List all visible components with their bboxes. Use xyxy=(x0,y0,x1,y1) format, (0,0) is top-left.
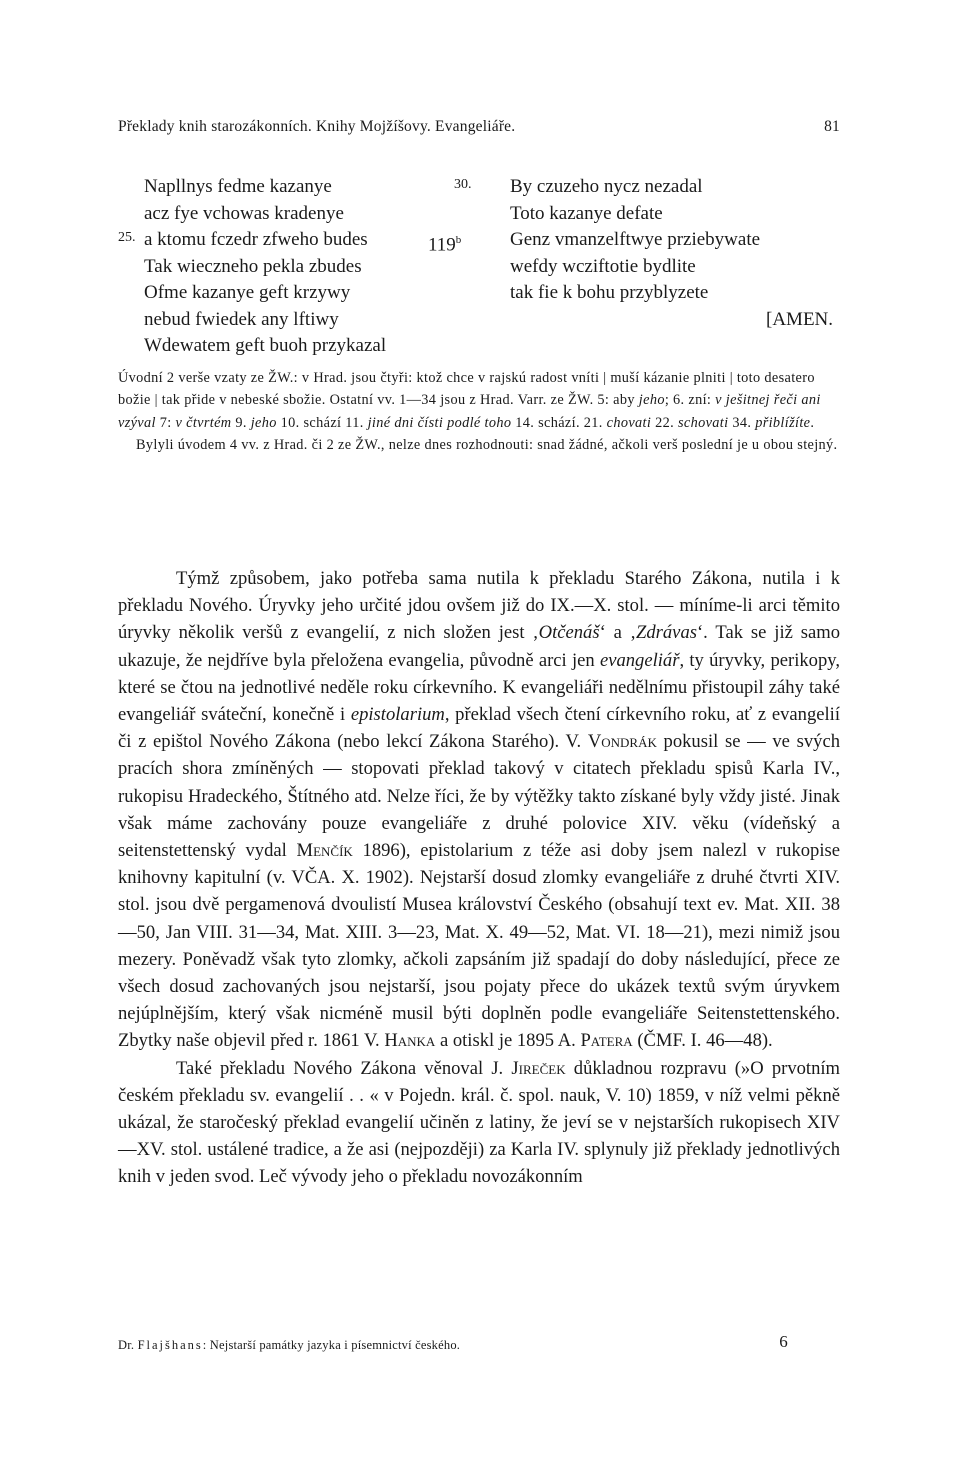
verse-text: wefdy wcziftotie bydlite xyxy=(510,255,696,277)
verse-text: nebud fwiedek any lftiwy xyxy=(144,308,339,330)
main-text xyxy=(118,565,840,1191)
signature-mark: 6 xyxy=(779,1332,788,1351)
verse-column-left xyxy=(118,174,387,360)
header-title: Překlady knih starozákonních. Knihy Mojžíšovy. Evangeliáře. xyxy=(118,118,516,135)
body-paragraph-2: Také překladu Nového Zákona věnoval J. Jireček důkladnou rozpravu (»O prvotním českém překladu sv. evangelií . . « v Pojedn. král. č. spol. nauk, V. 10) 1859, v níž velmi pěkně ukázal, že staročeský překlad evangelií učiněn z latiny, že jeví se v nejstarších rukopisech XIV—XV. stol. ustálené tradice, a že asi (nejpozději) za Karla IV. splynuly již překlady jednotlivých knih v jeden svod. Leč vývody jeho o překladu novozákonním xyxy=(118,1057,841,1188)
verse-text: Toto kazanye defate xyxy=(510,202,663,224)
verse-text: tak fie k bohu przyblyzete xyxy=(510,282,709,303)
right-verse-line xyxy=(510,254,833,281)
left-verse-line xyxy=(144,307,386,334)
verse-column-right xyxy=(428,174,834,333)
running-header xyxy=(118,118,840,136)
folio-marker: 119$^b$ xyxy=(428,234,462,256)
left-verse-line xyxy=(118,227,386,254)
left-verse-line xyxy=(144,174,386,201)
left-verse-line xyxy=(144,280,386,307)
verse-text: Wdewatem geft buoh przykazal xyxy=(144,335,387,356)
left-verse-line xyxy=(144,254,386,281)
right-verse-line xyxy=(454,174,833,201)
verse-text: [AMEN. xyxy=(766,308,834,330)
note-paragraph-1: Úvodní 2 verše vzaty ze ŽW.: v Hrad. jsou čtyři: ktož chce v rajskú radost vníti | muší kázanie plniti | toto desatero božie | tak přide v nebeské sbožie. Ostatní vv. 1—34 jsou z Hrad. Varr. ze ŽW. 5: aby jeho; 6. zní: v ješitnej řeči ani vzýval 7: v čtvrtém 9. jeho 10. schází 11. jiné dni čísti podlé toho 14. schází. 21. chovati 22. schovati 34. přiblížíte. xyxy=(118,370,821,431)
note-paragraph-2: Bylyli úvodem 4 vv. z Hrad. či 2 ze ŽW., nelze dnes rozhodnouti: snad žádné, ačkoli verš poslední je u obou stejný. xyxy=(136,436,838,453)
footer-title: : Nejstarší památky jazyka i písemnictví českého. xyxy=(202,1338,461,1352)
verse-text: acz fye vchowas kradenye xyxy=(144,202,344,224)
verse-number: 30. xyxy=(454,177,472,192)
page-footer xyxy=(118,1332,840,1353)
notes-block xyxy=(118,367,840,456)
left-verse-line xyxy=(144,201,386,228)
verse-text: By czuzeho nycz nezadal xyxy=(510,176,703,197)
verse-text: a ktomu fczedr zfweho budes xyxy=(144,229,368,250)
right-verse-line xyxy=(510,307,833,334)
right-verse-line xyxy=(510,280,833,307)
footer-author: Flajšhans xyxy=(137,1338,203,1352)
left-verse-line xyxy=(144,333,386,360)
page-number: 81 xyxy=(824,118,840,135)
verse-text: Ofme kazanye geft krzywy xyxy=(144,282,351,303)
body-paragraph-1: Týmž způsobem, jako potřeba sama nutila k překladu Starého Zákona, nutila i k překladu Nového. Úryvky jeho určité jdou ovšem již do IX.—X. stol. — míníme-li arci těmito úryvky několik veršů z evangelií, z nich složen jest ‚Otčenáš‘ a ‚Zdrávas‘. Tak se již samo ukazuje, že nejdříve byla přeložena evangelia, původně arci jen evangeliář, ty úryvky, perikopy, které se čtou na jednotlivé neděle roku církevního. K evangeliáři nedělnímu přistoupil záhy také evangeliář sváteční, konečně i epistolarium, překlad všech čtení církevního roku, ať z evangelií či z epištol Nového Zákona (nebo lekcí Zákona Starého). V. Vondrák pokusil se — ve svých pracích shora zmíněných — stopovati překlad takový v citatech překladu spisů Karla IV., rukopisu Hradeckého, Štítného atd. Nelze říci, že by výtěžky takto získané byly vždy jisté. Jinak však máme zachovány pouze evangeliáře z druhé polovice XIV. věku (vídeňský a seitenstettenský vydal Menčík 1896), epistolarium z téže asi doby jsem nalezl v rukopise knihovny kapitulní (v. VČA. X. 1902). Nejstarší dosud zlomky evangeliáře z druhé čtvrti XIV. stol. jsou dvě pergamenová dvoulistí Musea království Českého (obsahují text ev. Mat. XII. 38—50, Jan VIII. 31—34, Mat. XIII. 3—23, Mat. X. 49—52, Mat. VI. 18—21), mezi nimiž jsou mezery. Poněvadž však tyto zlomky, ačkoli zapsáním již spadají do doby následující, přece ze všech dosud zachovaných jsou nejstarší, jsou pojaty přece do ukázek textů svým úryvkem nejúplnějším, který však nicméně musil býti doplněn podle evangeliáře Seitenstettenského. Zbytky naše objevil před r. 1861 V. Hanka a otiskl je 1895 A. Patera (ČMF. I. 46—48). xyxy=(118,568,841,1052)
verse-text: Napllnys fedme kazanye xyxy=(144,176,332,197)
verse-text: Tak wieczneho pekla zbudes xyxy=(144,255,362,277)
right-verse-line xyxy=(510,201,833,228)
right-verse-line xyxy=(428,227,833,256)
verse-number: 25. xyxy=(118,230,136,245)
verse-text: Genz vmanzelftwye prziebywate xyxy=(510,229,761,250)
footer-prefix: Dr. xyxy=(118,1338,138,1352)
